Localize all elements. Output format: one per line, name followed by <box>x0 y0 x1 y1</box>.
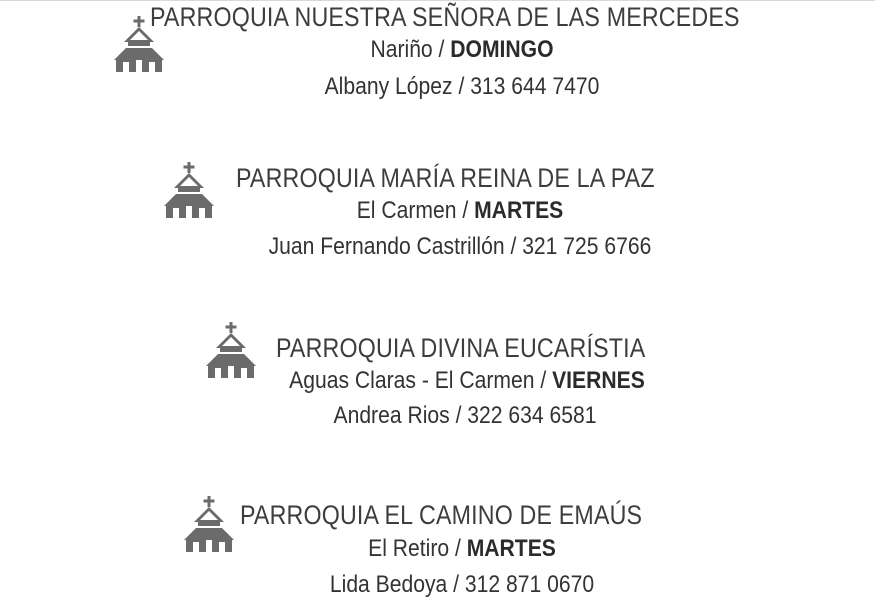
parish-name: PARROQUIA EL CAMINO DE EMAÚS <box>240 500 643 530</box>
church-icon <box>162 162 216 218</box>
parish-day: VIERNES <box>552 367 645 394</box>
parish-contact: Juan Fernando Castrillón / 321 725 6766 <box>268 233 652 260</box>
parish-day: MARTES <box>474 197 564 224</box>
parish-location: Nariño / <box>370 36 451 63</box>
church-icon-graphic <box>204 322 258 378</box>
church-icon-graphic <box>182 496 236 552</box>
parish-location: Aguas Claras - El Carmen / <box>289 367 553 394</box>
parish-schedule <box>269 367 665 395</box>
parish-contact: Lida Bedoya / 312 871 0670 <box>329 571 595 598</box>
church-icon <box>204 322 258 378</box>
parish-location: El Retiro / <box>368 535 467 562</box>
parish-schedule <box>286 36 638 64</box>
church-icon <box>182 496 236 552</box>
parish-day: MARTES <box>466 535 556 562</box>
parish-contact: Andrea Rios / 322 634 6581 <box>333 402 597 429</box>
top-divider <box>0 0 875 1</box>
parish-schedule <box>284 197 636 225</box>
parish-schedule <box>286 535 638 563</box>
parish-day: DOMINGO <box>450 36 554 63</box>
parish-name: PARROQUIA MARÍA REINA DE LA PAZ <box>236 163 655 193</box>
parish-contact: Albany López / 313 644 7470 <box>324 73 600 100</box>
parish-location: El Carmen / <box>356 197 475 224</box>
church-icon-graphic <box>162 162 216 218</box>
parish-name: PARROQUIA DIVINA EUCARÍSTIA <box>276 333 646 363</box>
parish-name: PARROQUIA NUESTRA SEÑORA DE LAS MERCEDES <box>150 2 740 32</box>
